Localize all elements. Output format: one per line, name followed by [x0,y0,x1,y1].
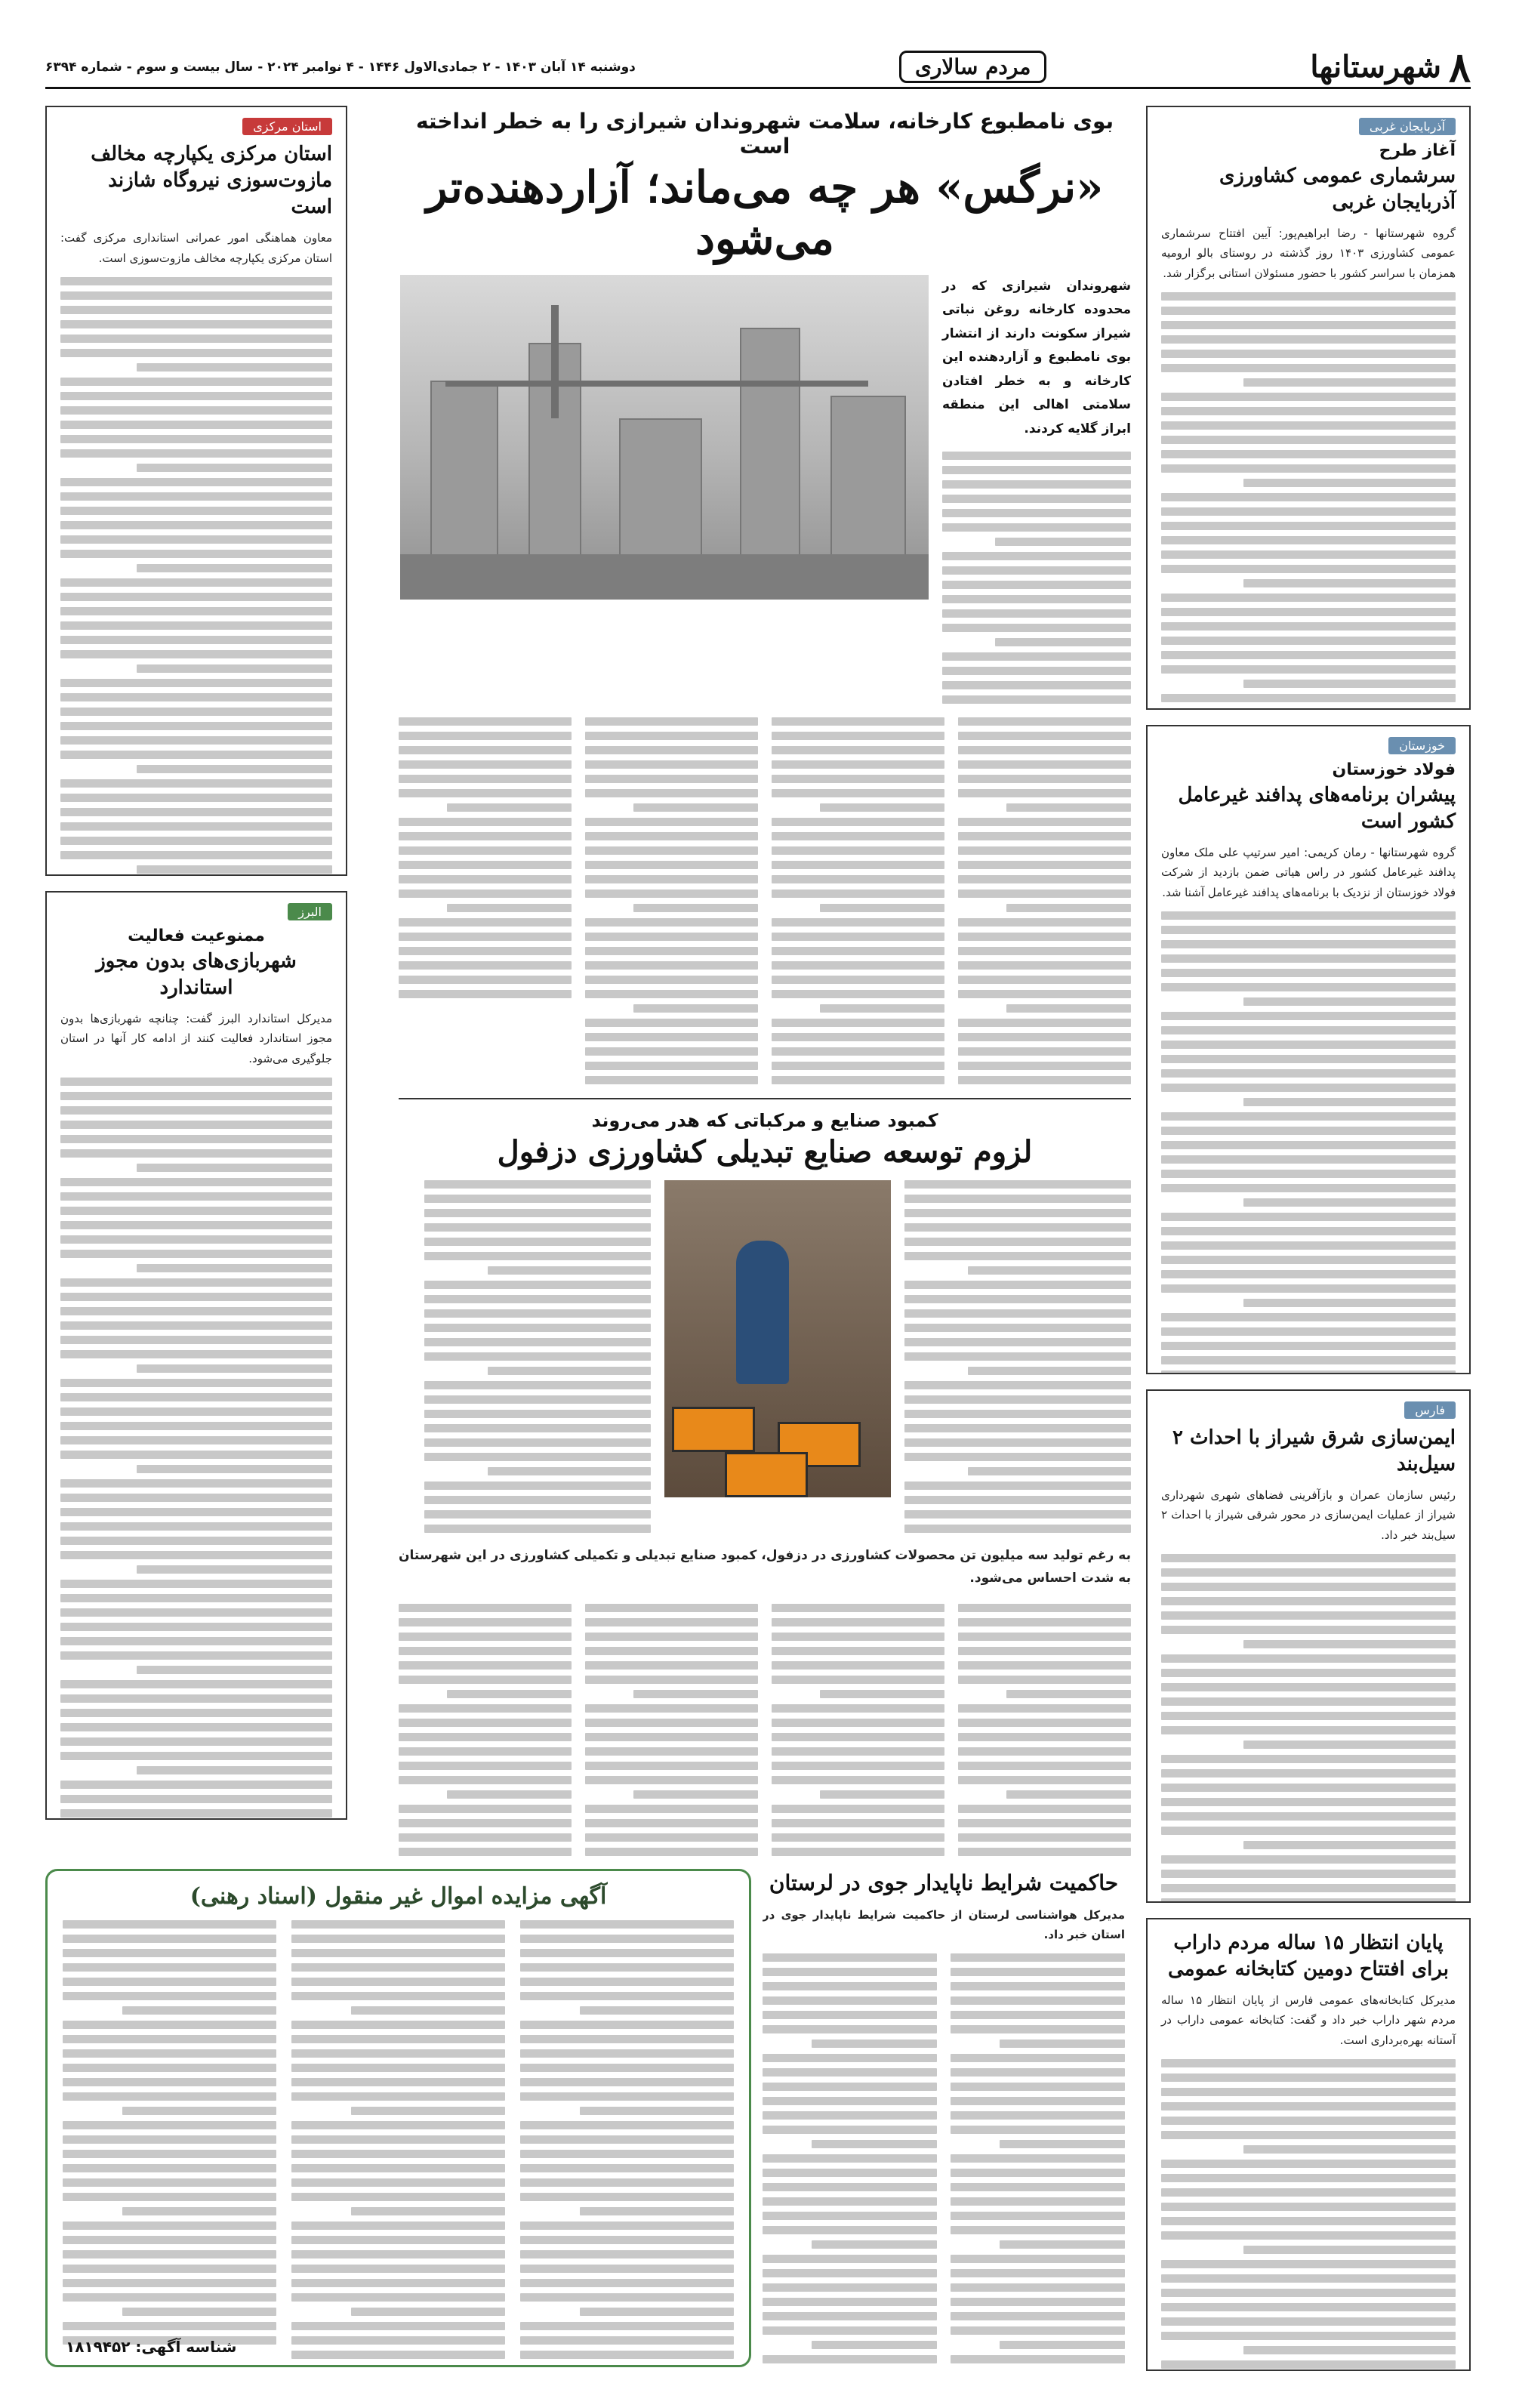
dezful-col-right [904,1180,1131,1533]
article-lead: گروه شهرستانها - رمان کریمی: امیر سرتیپ علی ملک معاون پدافند غیرعامل کشور در راس هیاتی ضمن بازدید از شرکت فولاد خوزستان از نزدیک با برنامه‌های پدافند غیرعامل آشنا شد. [1161,846,1456,899]
main-article-columns [399,717,1131,1084]
article-lead: مدیرکل هواشناسی لرستان از حاکمیت شرایط ناپایدار جوی در استان خبر داد. [763,1907,1125,1942]
region-tag: خوزستان [1388,737,1456,754]
masthead [45,42,1471,91]
lorestan-columns [763,1953,1125,2367]
article-lorestan [763,1869,1125,2367]
citrus-factory-photo [664,1180,891,1497]
article-alborz [45,891,347,1820]
article-lead: معاون هماهنگی امور عمرانی استانداری مرکزی گفت: استان مرکزی یکپارچه مخالف مازوت‌سوزی است. [60,231,332,265]
main-article-col-1 [958,717,1131,1084]
dezful-row [399,1180,1131,1533]
newspaper-logo: مردم سالاری [899,51,1046,83]
article-khuzestan [1146,725,1471,1374]
article-lead: مدیرکل استاندارد البرز گفت: چنانچه شهربازی‌ها بدون مجوز استاندارد فعالیت کنند از ادامه کار آنها در استان جلوگیری می‌شود. [60,1012,332,1065]
dezful-col-1 [958,1604,1131,1858]
ad-title: آگهی مزایده اموال غیر منقول (اسناد رهنی) [190,1883,607,1910]
main-headline: «نرگس» هر چه می‌ماند؛ آزاردهنده‌تر می‌شود [426,162,1104,264]
dezful-col-left [424,1180,651,1533]
section-name: شهرستانها [1310,49,1441,85]
article-lead: گروه شهرستانها - رضا ابراهیم‌پور: آیین افتتاح سرشماری عمومی کشاورزی ۱۴۰۳ روز گذشته در روستای بالو ارومیه همزمان با سراسر کشور با حضور مسئولان استانی برگزار شد. [1161,227,1456,280]
region-tag: استان مرکزی [242,118,332,135]
region-tag: البرز [288,903,332,920]
main-article-col-2 [772,717,944,1084]
article-body [60,277,332,876]
region-tag: فارس [1404,1401,1456,1419]
main-article-col-3 [585,717,758,1084]
page-number: ۸ [1448,42,1471,91]
article-headline: ایمن‌سازی شرق شیراز با احداث ۲ سیل‌بند [1172,1426,1456,1476]
article-body [60,1078,332,1820]
article-lead: رئیس سازمان عمران و بازآفرینی فضاهای شهری شهرداری شیراز از عملیات ایمن‌سازی در محور شرقی شیراز با احداث ۲ سیل‌بند خبر داد. [1161,1488,1456,1542]
ad-columns [63,1920,734,2367]
dezful-lead: به رغم تولید سه میلیون تن محصولات کشاورزی در دزفول، کمبود صنایع تبدیلی و تکمیلی کشاورزی در این شهرستان به شدت احساس می‌شود. [399,1548,1131,1586]
article-azerbaijan [1146,106,1471,710]
right-column [1146,106,1471,2386]
dezful-col-4 [399,1604,572,1858]
article-kicker: ممنوعیت فعالیت [128,927,265,945]
article-headline: استان مرکزی یکپارچه مخالف مازوت‌سوزی نیروگاه شازند است [91,143,332,219]
dezful-kicker: کمبود صنایع و مرکباتی که هدر می‌روند [399,1098,1131,1131]
auction-advertisement [45,1869,751,2367]
article-fars [1146,1389,1471,1903]
article-body [1161,1554,1456,1903]
page-number-block [1310,43,1471,91]
article-lead: مدیرکل کتابخانه‌های عمومی فارس از پایان انتظار ۱۵ ساله مردم شهر داراب خبر داد و گفت: کتابخانه عمومی داراب در آستانه بهره‌برداری است. [1161,1993,1456,2047]
article-headline: سرشماری عمومی کشاورزی آذربایجان غربی [1219,165,1456,214]
article-body [1161,2059,1456,2371]
article-kicker: فولاد خوزستان [1332,760,1456,779]
region-tag: آذربایجان غربی [1359,118,1456,135]
article-headline: حاکمیت شرایط ناپایدار جوی در لرستان [769,1870,1119,1895]
factory-photo [400,275,929,600]
article-headline: پایان انتظار ۱۵ ساله مردم داراب برای افتتاح دومین کتابخانه عمومی [1168,1932,1449,1981]
left-column [45,106,347,1835]
main-lead-row [399,275,1131,704]
center-column [399,106,1131,1858]
dezful-col-3 [585,1604,758,1858]
article-body [1161,292,1456,710]
dezful-article-columns [399,1604,1131,1858]
main-article-col-4 [399,717,572,1084]
article-markazi [45,106,347,876]
article-headline: پیشران برنامه‌های پدافند غیرعامل کشور است [1178,784,1456,834]
dateline: دوشنبه ۱۴ آبان ۱۴۰۳ - ۲ جمادی‌الاول ۱۴۴۶ - ۴ نوامبر ۲۰۲۴ - سال بیست و سوم - شماره ۶۳۹۴ [45,59,636,75]
article-body [1161,911,1456,1374]
dezful-col-2 [772,1604,944,1858]
main-kicker: بوی نامطبوع کارخانه، سلامت شهروندان شیرازی را به خطر انداخته است [415,109,1114,159]
article-headline: شهربازی‌های بدون مجوز استاندارد [96,950,297,1000]
main-lead-body [942,452,1131,704]
article-kicker: آغاز طرح [1379,141,1456,160]
main-lead: شهروندان شیرازی که در محدوده کارخانه روغن نباتی شیراز سکونت دارند از انتشار بوی نامطبوع و آزاردهنده این کارخانه و به خطر افتادن سلامتی اهالی این منطقه ابراز گلایه کردند. [942,275,1131,704]
ad-id: شناسه آگهی: ۱۸۱۹۴۵۲ [66,2338,237,2356]
article-darab [1146,1918,1471,2371]
dezful-headline: لزوم توسعه صنایع تبدیلی کشاورزی دزفول [497,1134,1033,1170]
